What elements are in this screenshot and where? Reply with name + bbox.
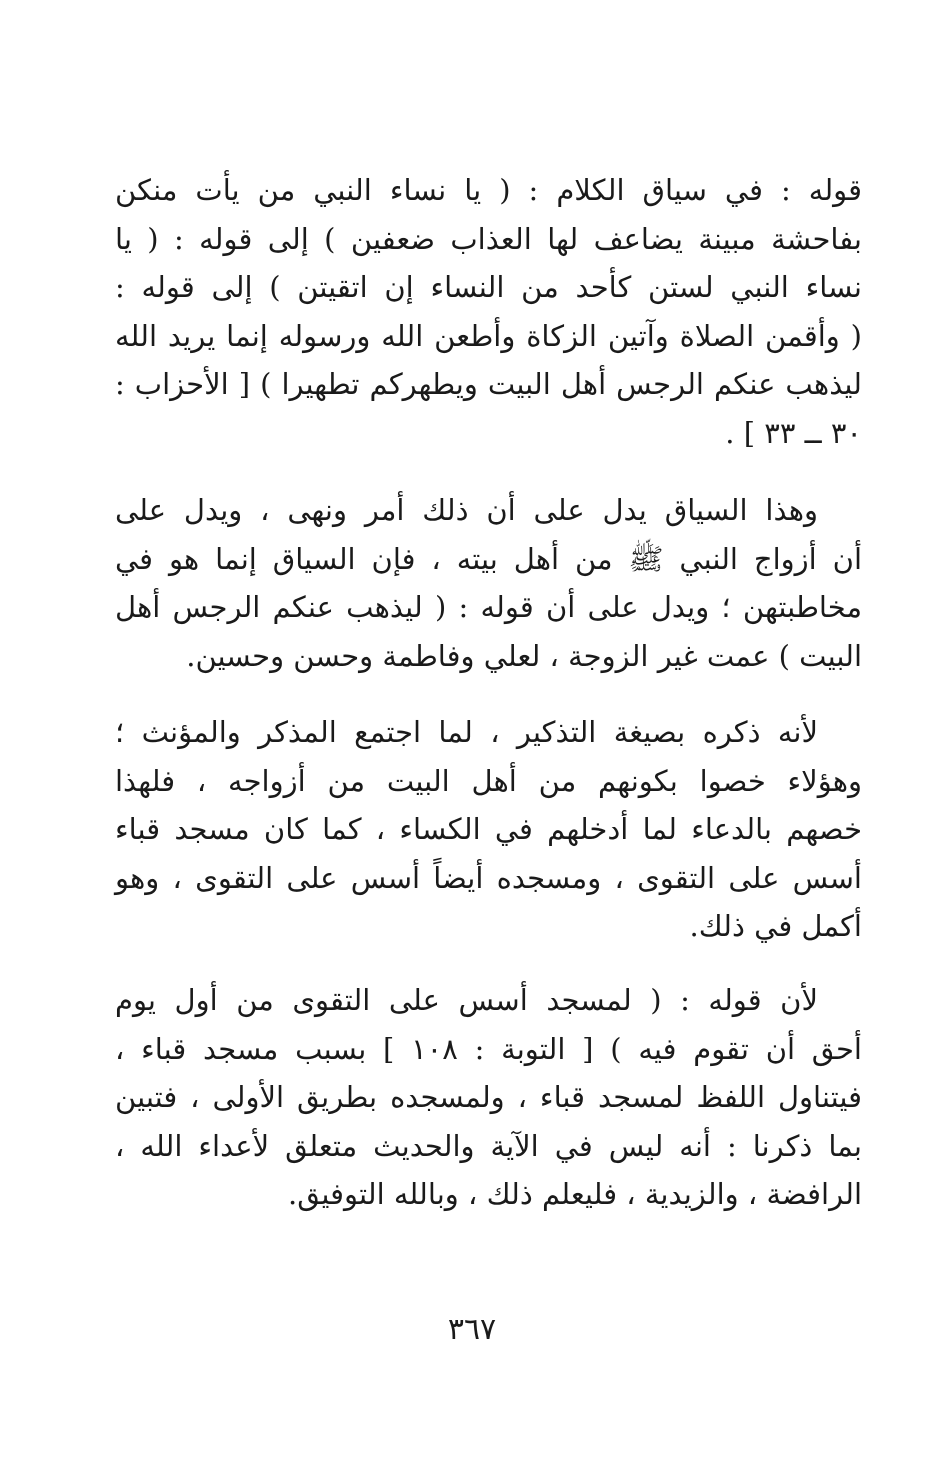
paragraph-line: ليذهب عنكم الرجس أهل البيت ويطهركم تطهيرا ) [ الأحزاب : (115, 367, 862, 401)
paragraph-line: لأنه ذكره بصيغة التذكير ، لما اجتمع المذكر والمؤنث ؛ (115, 715, 818, 749)
paragraph-line: قوله : في سياق الكلام : ( يا نساء النبي من يأت منكن (115, 173, 862, 207)
paragraph-line: بما ذكرنا : أنه ليس في الآية والحديث متعلق لأعداء الله ، (115, 1128, 862, 1163)
page-number: ٣٦٧ (447, 1312, 497, 1347)
paragraph-line: وهذا السياق يدل على أن ذلك أمر ونهى ، ويدل على (115, 493, 818, 527)
paragraph-line: نساء النبي لستن كأحد من النساء إن اتقيتن ) إلى قوله : (115, 270, 862, 304)
paragraph-4 (115, 976, 862, 1219)
paragraph-line: أكمل في ذلك. (689, 909, 862, 943)
paragraph-line: أن أزواج النبي ﷺ من أهل بيته ، فإن السياق إنما هو في (115, 541, 862, 576)
paragraph-line: وهؤلاء خصوا بكونهم من أهل البيت من أزواجه ، فلهذا (115, 763, 862, 798)
paragraph-line: ( وأقمن الصلاة وآتين الزكاة وأطعن الله ورسوله إنما يريد الله (115, 318, 862, 353)
paragraph-line: خصهم بالدعاء لما أدخلهم في الكساء ، كما كان مسجد قباء (115, 812, 862, 846)
paragraph-line: البيت ) عمت غير الزوجة ، لعلي وفاطمة وحسن وحسين. (186, 638, 862, 673)
paragraph-line: مخاطبتهن ؛ ويدل على أن قوله : ( ليذهب عنكم الرجس أهل (115, 590, 862, 624)
paragraph-line: بفاحشة مبينة يضاعف لها العذاب ضعفين ) إلى قوله : ( يا (115, 221, 862, 256)
paragraph-2 (115, 486, 862, 680)
paragraph-line: أسس على التقوى ، ومسجده أيضاً أسس على التقوى ، وهو (115, 860, 862, 895)
paragraph-line: فيتناول اللفظ لمسجد قباء ، ولمسجده بطريق الأولى ، فتبين (115, 1080, 862, 1114)
paragraph-line: لأن قوله : ( لمسجد أسس على التقوى من أول يوم (115, 983, 818, 1017)
paragraph-1 (115, 166, 862, 457)
paragraph-line: الرافضة ، والزيدية ، فليعلم ذلك ، وبالله التوفيق. (288, 1177, 862, 1211)
paragraph-line: ٣٠ ــ ٣٣ ] . (725, 415, 862, 450)
paragraph-line: أحق أن تقوم فيه ) [ التوبة : ١٠٨ ] بسبب مسجد قباء ، (115, 1031, 862, 1066)
paragraph-3 (115, 708, 862, 951)
